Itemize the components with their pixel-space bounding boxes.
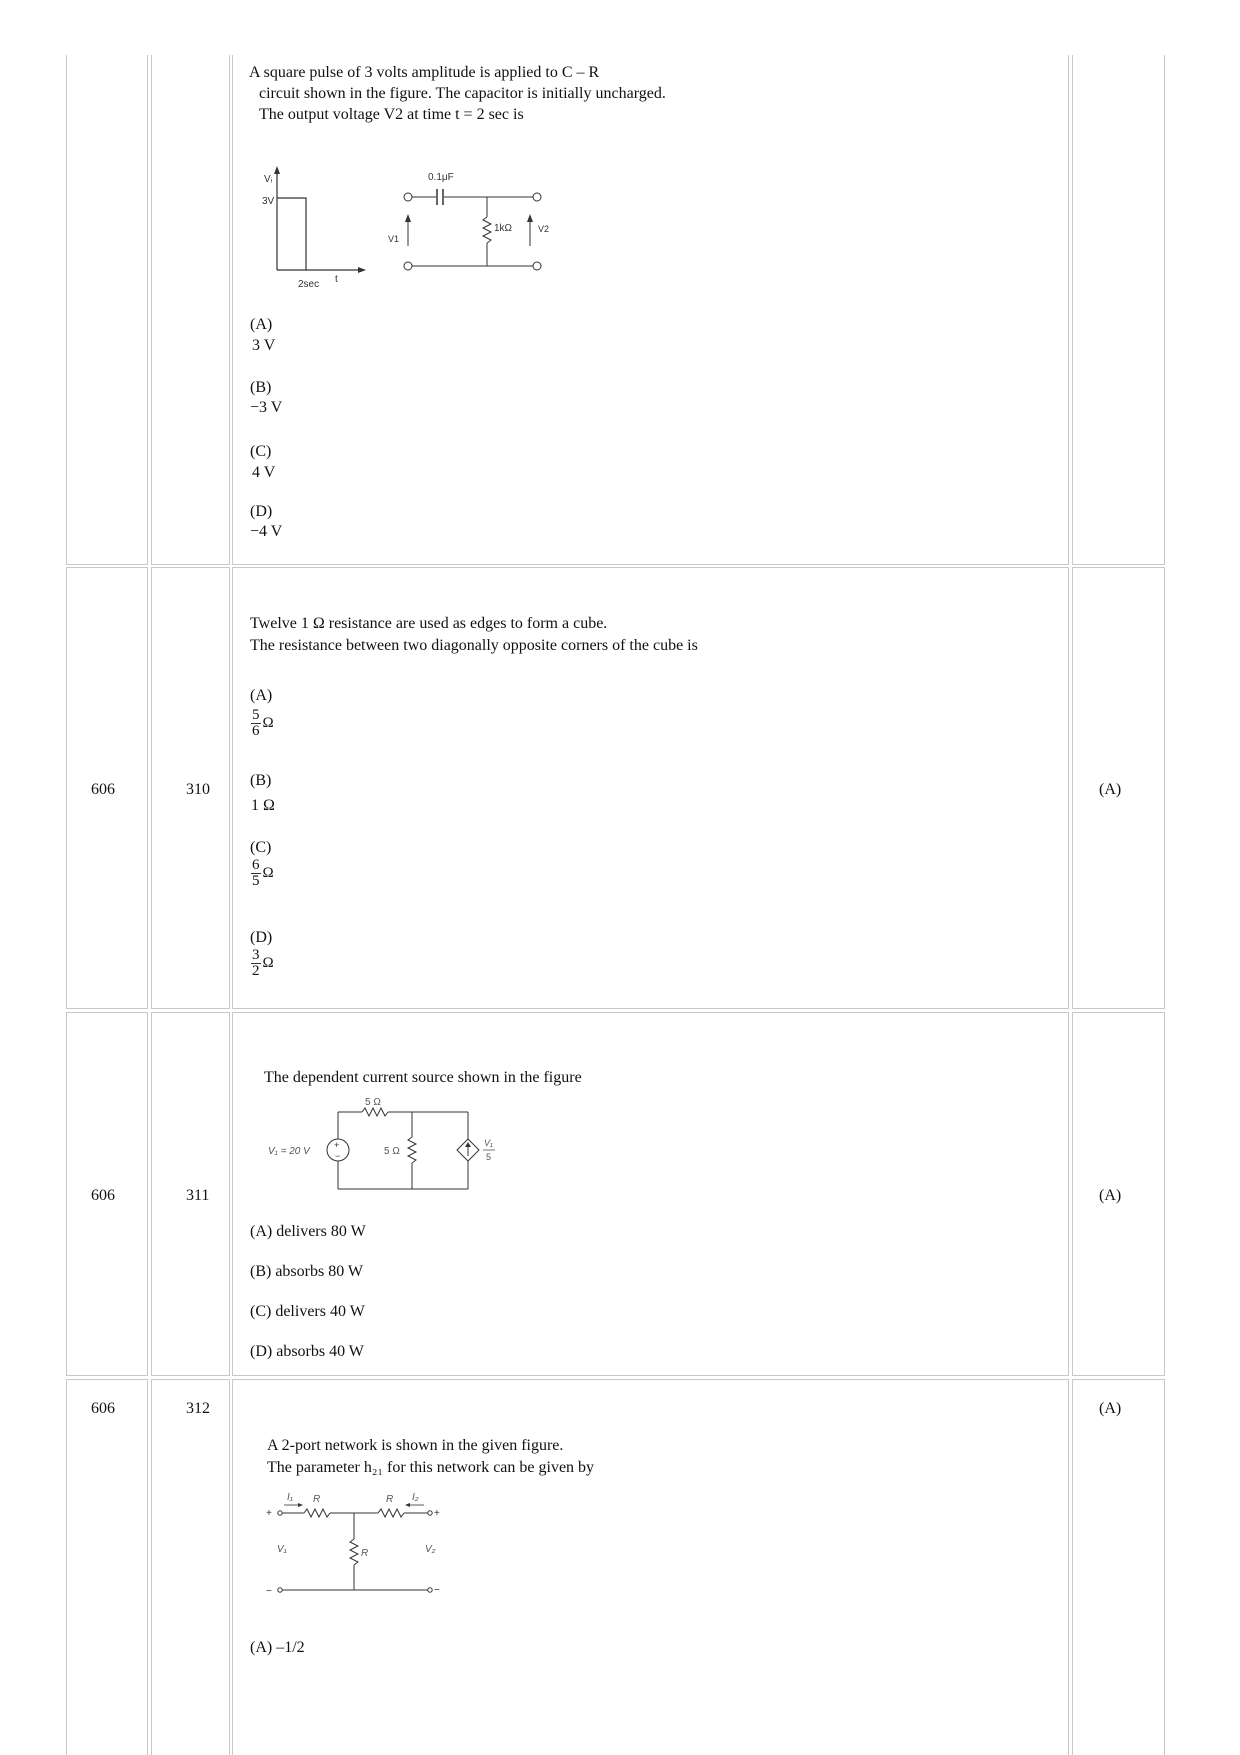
q309-v1-label: V1 xyxy=(388,234,400,244)
q312-option-a: (A) –1/2 xyxy=(250,1639,305,1656)
svg-text:−: − xyxy=(266,1586,272,1597)
q312-v1-label: V₁ xyxy=(277,1544,287,1555)
q312-stem-line-2: The parameter h₂₁ for this network can be given by xyxy=(267,1459,595,1476)
q309-cap-label: 0.1μF xyxy=(428,172,454,183)
q309-option-d-label: (D) xyxy=(250,503,273,520)
q311-question-number: 311 xyxy=(186,1187,210,1204)
q312-answer: (A) xyxy=(1099,1400,1122,1417)
q310-option-c-unit: Ω xyxy=(262,865,274,881)
q309-vi-label: Vᵢ xyxy=(264,174,273,185)
q311-dependent-source-circuit-figure xyxy=(262,1094,512,1194)
q310-option-c-value xyxy=(251,858,274,889)
q312-subject-code: 606 xyxy=(91,1400,115,1417)
row1-number-cell xyxy=(151,55,230,565)
q311-source-label: V₁ = 20 V xyxy=(268,1146,310,1157)
q310-stem-line-2: The resistance between two diagonally opposite corners of the cube is xyxy=(250,637,698,654)
q312-v2-label: V₂ xyxy=(425,1544,436,1555)
q310-option-a-label: (A) xyxy=(250,687,273,704)
q311-option-d: (D) absorbs 40 W xyxy=(250,1343,364,1360)
q309-stem-line-2: circuit shown in the figure. The capacitor is initially uncharged. xyxy=(259,85,666,102)
q310-option-c-den: 5 xyxy=(252,873,260,889)
q309-option-c-value: 4 V xyxy=(252,464,276,481)
q309-stem-line-1: A square pulse of 3 volts amplitude is applied to C – R xyxy=(249,64,600,81)
q311-answer: (A) xyxy=(1099,1187,1122,1204)
q310-option-d-num: 3 xyxy=(252,947,260,963)
q309-res-label: 1kΩ xyxy=(494,223,513,234)
q310-option-b-value: 1 Ω xyxy=(251,797,275,814)
row4-subject-cell xyxy=(66,1379,148,1755)
q312-r-left-label: R xyxy=(313,1494,321,1505)
q312-i2-label: I₂ xyxy=(412,1492,419,1503)
q310-option-d-label: (D) xyxy=(250,929,273,946)
q309-option-b-label: (B) xyxy=(250,379,272,396)
row1-subject-cell xyxy=(66,55,148,565)
svg-text:+: + xyxy=(266,1508,272,1519)
row4-number-cell xyxy=(151,1379,230,1755)
q311-dep-den: 5 xyxy=(486,1152,492,1162)
q309-option-b-value: −3 V xyxy=(250,399,283,416)
q311-dep-num: V₁ xyxy=(484,1138,493,1148)
row1-question-cell xyxy=(232,55,1069,565)
q309-option-a-label: (A) xyxy=(250,316,273,333)
q309-option-a-value: 3 V xyxy=(252,337,276,354)
svg-text:−: − xyxy=(434,1585,440,1596)
q309-2sec-label: 2sec xyxy=(298,279,320,290)
svg-text:+: + xyxy=(334,1140,340,1150)
row1-answer-cell xyxy=(1072,55,1165,565)
q310-option-a-den: 6 xyxy=(252,723,260,739)
q310-question-number: 310 xyxy=(186,781,210,798)
svg-text:−: − xyxy=(335,1151,341,1161)
q312-i1-label: I₁ xyxy=(287,1492,293,1503)
q310-option-c-label: (C) xyxy=(250,839,272,856)
q311-series-res-label: 5 Ω xyxy=(365,1097,381,1108)
q309-t-label: t xyxy=(335,274,338,285)
q310-option-b-label: (B) xyxy=(250,772,272,789)
q312-question-number: 312 xyxy=(186,1400,210,1417)
q310-option-a-unit: Ω xyxy=(262,715,274,731)
q311-option-a: (A) delivers 80 W xyxy=(250,1223,366,1240)
q311-shunt-res-label: 5 Ω xyxy=(384,1146,400,1157)
q310-option-d-unit: Ω xyxy=(262,955,274,971)
q310-answer: (A) xyxy=(1099,781,1122,798)
q309-option-c-label: (C) xyxy=(250,443,272,460)
q310-option-c-num: 6 xyxy=(252,857,260,873)
q310-option-d-value xyxy=(251,948,274,979)
q310-option-a-num: 5 xyxy=(252,707,260,723)
q309-v2-label: V2 xyxy=(538,224,550,234)
q309-3v-label: 3V xyxy=(262,196,275,207)
q309-stem-line-3: The output voltage V2 at time t = 2 sec is xyxy=(259,106,524,123)
q311-stem: The dependent current source shown in the figure xyxy=(264,1069,582,1086)
row4-answer-cell xyxy=(1072,1379,1165,1755)
q309-pulse-circuit-figure xyxy=(250,160,570,300)
q311-subject-code: 606 xyxy=(91,1187,115,1204)
q310-option-d-den: 2 xyxy=(252,963,260,979)
q311-option-b: (B) absorbs 80 W xyxy=(250,1263,364,1280)
q312-two-port-network-figure xyxy=(262,1492,452,1597)
q312-stem-line-1: A 2-port network is shown in the given figure. xyxy=(267,1437,564,1454)
q310-stem-line-1: Twelve 1 Ω resistance are used as edges to form a cube. xyxy=(250,615,608,632)
q309-option-d-value: −4 V xyxy=(250,523,283,540)
q312-r-shunt-label: R xyxy=(361,1548,369,1559)
q310-subject-code: 606 xyxy=(91,781,115,798)
q312-r-right-label: R xyxy=(386,1494,394,1505)
q310-option-a-value xyxy=(251,708,274,739)
q311-option-c: (C) delivers 40 W xyxy=(250,1303,365,1320)
svg-text:+: + xyxy=(434,1508,440,1519)
